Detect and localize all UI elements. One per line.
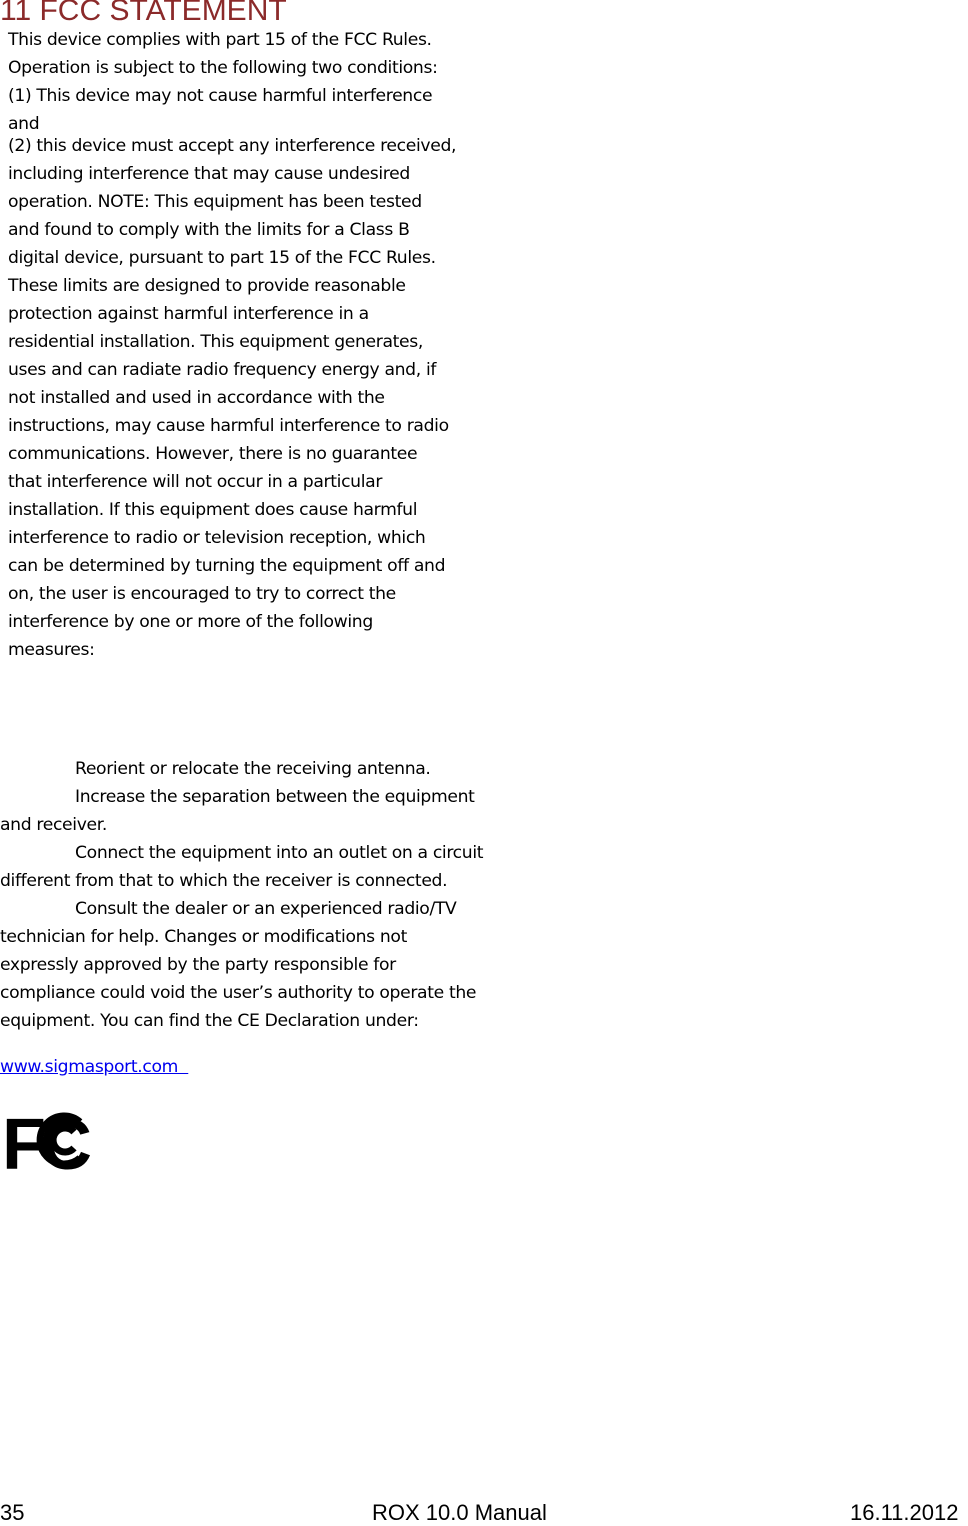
statement-line: Operation is subject to the following two conditions: — [8, 58, 438, 78]
fcc-logo-letters: FC — [2, 1106, 86, 1174]
statement-line: and — [8, 114, 40, 134]
measure-line: technician for help. Changes or modifications not — [0, 927, 407, 947]
measure-line: Reorient or relocate the receiving antenna. — [75, 759, 431, 779]
sigmasport-link[interactable]: www.sigmasport.com — [0, 1057, 189, 1077]
measure-line: compliance could void the user’s authority to operate the — [0, 983, 477, 1003]
statement-line: and found to comply with the limits for a Class B — [8, 220, 410, 240]
measure-line: Connect the equipment into an outlet on a circuit — [75, 843, 484, 863]
statement-line: that interference will not occur in a particular — [8, 472, 383, 492]
measure-line: equipment. You can find the CE Declaration under: — [0, 1011, 419, 1031]
statement-line: interference to radio or television reception, which — [8, 528, 426, 548]
statement-line: protection against harmful interference in a — [8, 304, 369, 324]
statement-line: on, the user is encouraged to try to correct the — [8, 584, 396, 604]
measure-line: different from that to which the receiver is connected. — [0, 871, 448, 891]
manual-title: ROX 10.0 Manual — [372, 1500, 547, 1525]
measure-line: Consult the dealer or an experienced radio/TV — [75, 899, 457, 919]
statement-line: instructions, may cause harmful interference to radio — [8, 416, 449, 436]
statement-line: not installed and used in accordance with the — [8, 388, 385, 408]
statement-line: These limits are designed to provide reasonable — [8, 276, 406, 296]
fcc-logo — [2, 1106, 90, 1174]
statement-line: communications. However, there is no guarantee — [8, 444, 418, 464]
statement-line: interference by one or more of the following — [8, 612, 373, 632]
measure-line: Increase the separation between the equipment — [75, 787, 475, 807]
statement-line: can be determined by turning the equipment off and — [8, 556, 446, 576]
page-number: 35 — [0, 1500, 25, 1525]
statement-line: (1) This device may not cause harmful interference — [8, 86, 433, 106]
statement-line: This device complies with part 15 of the FCC Rules. — [8, 30, 432, 50]
document-date: 16.11.2012 — [850, 1500, 959, 1525]
statement-line: (2) this device must accept any interference received, — [8, 136, 457, 156]
statement-line: operation. NOTE: This equipment has been tested — [8, 192, 422, 212]
section-title: 11 FCC STATEMENT — [0, 0, 287, 27]
statement-line: residential installation. This equipment generates, — [8, 332, 423, 352]
statement-line: digital device, pursuant to part 15 of the FCC Rules. — [8, 248, 436, 268]
statement-line: installation. If this equipment does cause harmful — [8, 500, 418, 520]
statement-line: measures: — [8, 640, 95, 660]
statement-line: uses and can radiate radio frequency energy and, if — [8, 360, 437, 380]
measure-line: expressly approved by the party responsible for — [0, 955, 396, 975]
measure-line: and receiver. — [0, 815, 108, 835]
statement-line: including interference that may cause undesired — [8, 164, 410, 184]
